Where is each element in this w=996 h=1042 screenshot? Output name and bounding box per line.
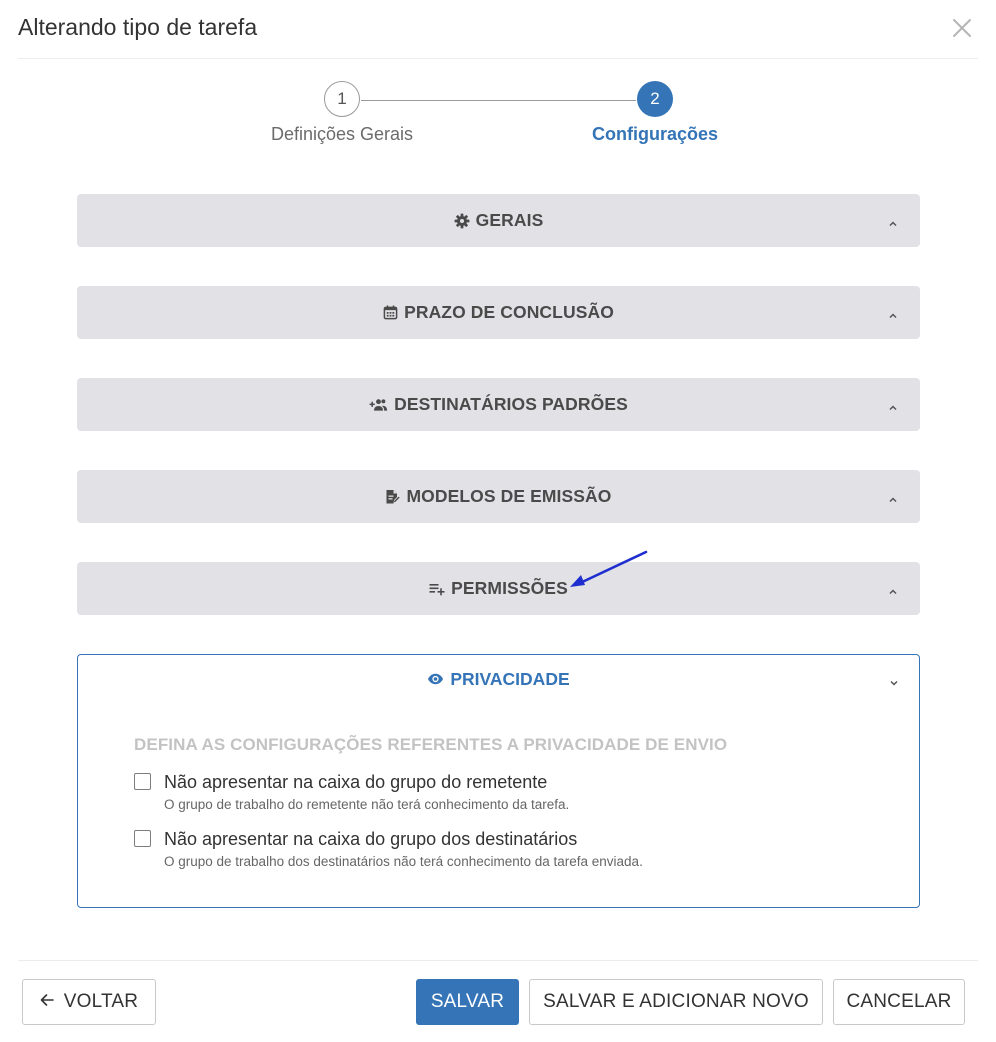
- checkbox-destinatarios-label[interactable]: Não apresentar na caixa do grupo dos destinatários: [164, 829, 578, 849]
- header-divider: [18, 58, 978, 59]
- panel-modelos-title: MODELOS DE EMISSÃO: [406, 486, 612, 506]
- step-1-label[interactable]: Definições Gerais: [270, 124, 414, 144]
- arrow-left-icon: [40, 991, 54, 1013]
- panel-privacidade-header[interactable]: [78, 669, 919, 690]
- close-icon[interactable]: [950, 16, 974, 40]
- privacy-option-remetente: [134, 771, 569, 812]
- calendar-icon: [383, 305, 398, 320]
- chevron-down-icon[interactable]: [889, 675, 899, 693]
- panel-gerais[interactable]: [77, 194, 920, 247]
- document-edit-icon: [385, 489, 400, 505]
- chevron-up-icon[interactable]: [888, 308, 898, 326]
- chevron-up-icon[interactable]: [888, 216, 898, 234]
- blue-arrow-annotation: [560, 546, 656, 592]
- gear-icon: [454, 213, 470, 229]
- panel-permissoes[interactable]: [77, 562, 920, 615]
- panel-prazo-title: PRAZO DE CONCLUSÃO: [404, 302, 614, 322]
- panel-destinatarios-title: DESTINATÁRIOS PADRÕES: [394, 394, 628, 414]
- panel-privacidade-title: PRIVACIDADE: [450, 669, 570, 689]
- checkbox-destinatarios[interactable]: [134, 830, 151, 847]
- checkbox-remetente[interactable]: [134, 773, 151, 790]
- save-button[interactable]: SALVAR: [416, 979, 519, 1025]
- checkbox-destinatarios-description: O grupo de trabalho dos destinatários não terá conhecimento da tarefa enviada.: [164, 854, 643, 869]
- footer-divider: [18, 960, 978, 961]
- panel-permissoes-title: PERMISSÕES: [451, 578, 568, 598]
- step-1-circle[interactable]: 1: [324, 81, 360, 117]
- cancel-button[interactable]: CANCELAR: [833, 979, 965, 1025]
- privacy-option-destinatarios: [134, 828, 643, 869]
- panel-modelos-de-emissao[interactable]: [77, 470, 920, 523]
- panel-prazo-de-conclusao[interactable]: [77, 286, 920, 339]
- checkbox-remetente-description: O grupo de trabalho do remetente não terá conhecimento da tarefa.: [164, 797, 570, 812]
- dialog-title: Alterando tipo de tarefa: [18, 14, 258, 40]
- step-2-label[interactable]: Configurações: [591, 124, 719, 144]
- panel-privacidade: [77, 654, 920, 908]
- chevron-up-icon[interactable]: [888, 584, 898, 602]
- eye-icon: [427, 669, 444, 690]
- chevron-up-icon[interactable]: [888, 400, 898, 418]
- privacy-subtitle: DEFINA AS CONFIGURAÇÕES REFERENTES A PRIVACIDADE DE ENVIO: [134, 735, 728, 754]
- chevron-up-icon[interactable]: [888, 492, 898, 510]
- panel-gerais-title: GERAIS: [475, 210, 544, 230]
- add-users-icon: [369, 397, 388, 412]
- back-button-label: VOLTAR: [63, 991, 139, 1012]
- panel-destinatarios-padroes[interactable]: [77, 378, 920, 431]
- playlist-add-icon: [429, 582, 445, 596]
- back-button[interactable]: [22, 979, 156, 1025]
- save-and-add-new-button[interactable]: SALVAR E ADICIONAR NOVO: [529, 979, 823, 1025]
- stepper-connector: [361, 100, 636, 101]
- checkbox-remetente-label[interactable]: Não apresentar na caixa do grupo do remetente: [164, 772, 548, 792]
- step-2-circle[interactable]: 2: [637, 81, 673, 117]
